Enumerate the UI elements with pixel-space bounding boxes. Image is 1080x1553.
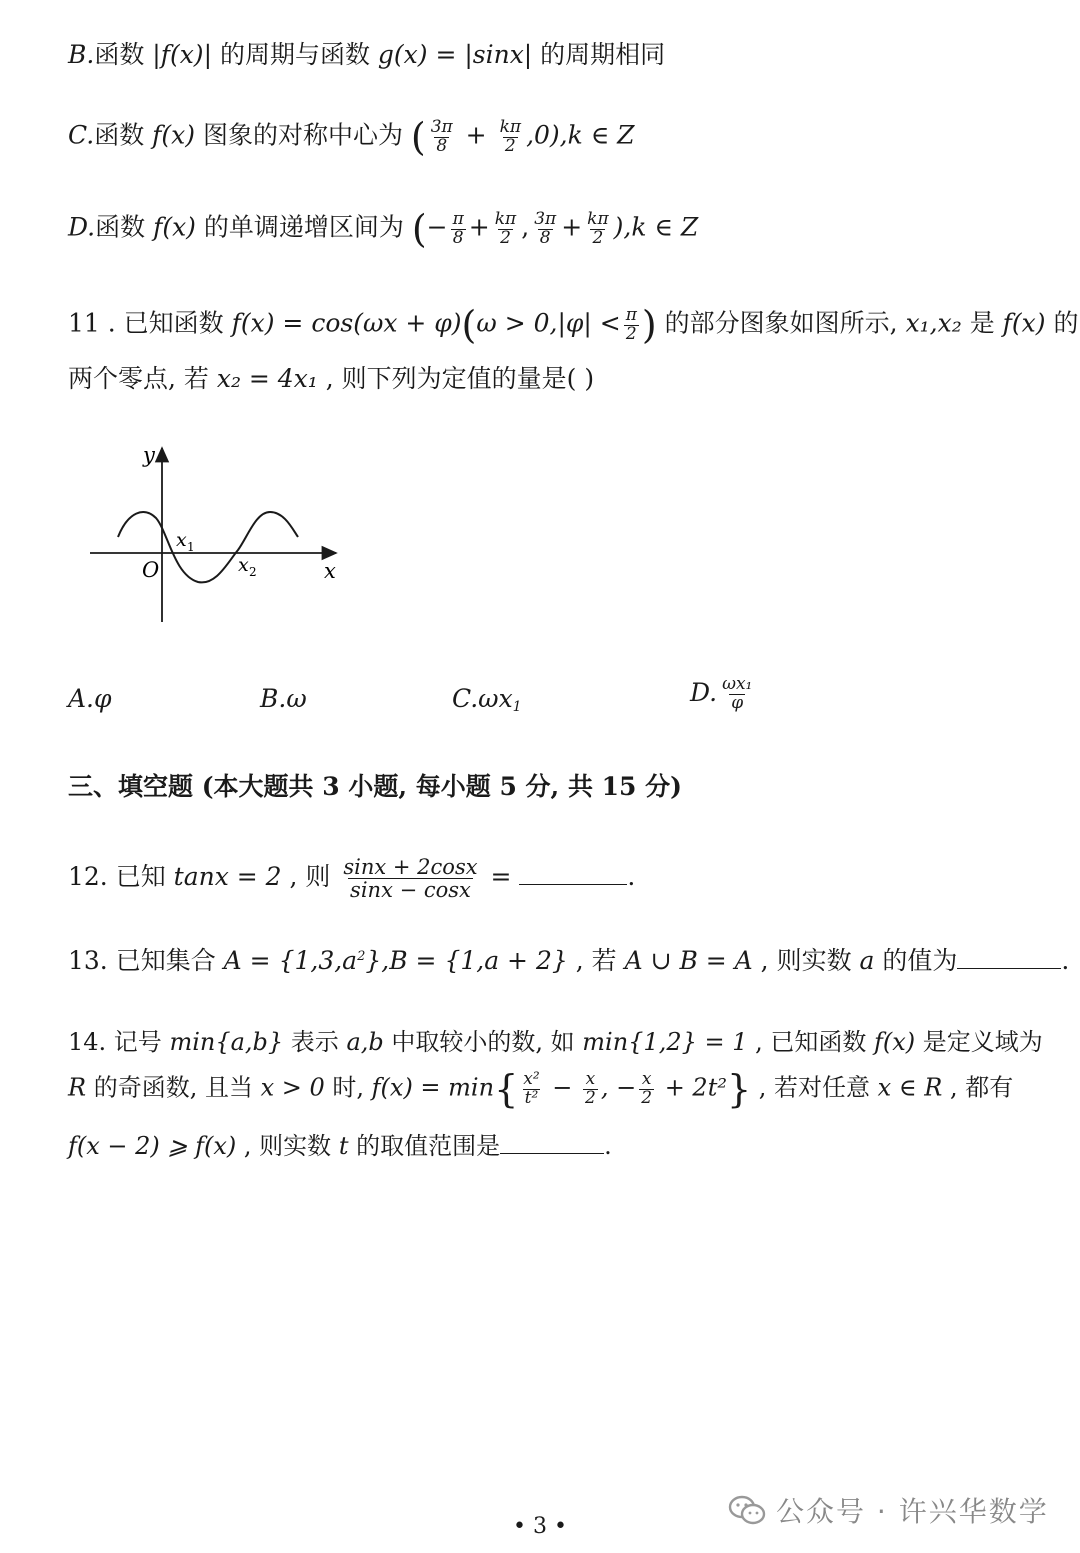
text: 表示	[283, 1028, 347, 1056]
fraction: $\frac{k\pi}{2}$	[587, 208, 609, 248]
text: 记号	[106, 1028, 170, 1056]
text: , 则	[281, 862, 339, 892]
math: A = {1,3,a	[223, 946, 358, 975]
text: 是定义域为	[915, 1028, 1043, 1056]
text: 的周期与函数	[212, 40, 378, 69]
text: .	[627, 862, 636, 892]
math: −	[544, 1073, 581, 1102]
page-number: • 3 •	[513, 1514, 567, 1539]
answer-blank[interactable]	[500, 1133, 604, 1154]
brace: }	[726, 1067, 752, 1111]
text: 已知	[107, 862, 174, 892]
question-number: 12.	[68, 862, 108, 892]
fraction: $\frac{\text{ωx₁}}{\varphi}$	[722, 674, 753, 713]
q13-line	[68, 946, 1069, 976]
fraction: $\frac{x}{2}$	[585, 1068, 596, 1108]
fraction: $\frac{\pi}{2}$	[625, 304, 637, 344]
text: 的值为	[874, 946, 958, 975]
question-number: 13.	[68, 946, 108, 975]
math: t	[338, 1132, 349, 1160]
fraction: $\frac{3\pi}{8}$	[430, 116, 453, 156]
text: 的部分图象如图所示,	[656, 308, 906, 338]
math: R	[68, 1073, 87, 1102]
math: min{a,b}	[169, 1028, 284, 1056]
math: x > 0	[260, 1073, 325, 1102]
paren: )	[641, 303, 657, 347]
math: ),k ∈ Z	[613, 212, 699, 242]
text: 的单调递增区间为	[195, 212, 412, 242]
math: f(x) = min	[371, 1073, 495, 1102]
subscript: 1	[512, 699, 522, 715]
text: 两个零点, 若	[68, 364, 217, 393]
q12-line	[68, 856, 635, 901]
math: tanx = 2	[173, 862, 282, 892]
text: , 都有	[942, 1073, 1014, 1102]
text: , 则实数	[236, 1132, 339, 1160]
option-b-label: B.	[68, 40, 95, 69]
math: a,b	[346, 1028, 384, 1056]
math: , −	[600, 1073, 637, 1102]
x-axis-label: x	[324, 559, 336, 583]
fraction: $\frac{3\pi}{8}$	[534, 208, 557, 248]
paren: (	[411, 207, 427, 251]
math: + 2t²	[657, 1073, 727, 1102]
math: x₁,x₂	[905, 308, 962, 338]
option-c-line: C.函数 f(x) 图象的对称中心为 ( $\frac{3\pi}{8}$ + $\frac{k\pi}{2}$ ,0),k ∈ Z	[68, 115, 635, 159]
math: a	[859, 946, 875, 975]
text: .	[604, 1132, 612, 1160]
q11-option-b: B.ω	[260, 684, 307, 713]
fraction: $\frac{x}{2}$	[641, 1068, 653, 1108]
math: ,0),k ∈ Z	[526, 120, 635, 150]
option-b-line	[68, 40, 665, 70]
q11-option-d	[690, 676, 757, 713]
question-number: 11 .	[68, 308, 116, 338]
q14-line1	[68, 1028, 1043, 1057]
text: D.	[690, 677, 718, 707]
q11-line2	[68, 364, 594, 394]
superscript: 2	[357, 949, 366, 964]
x1-subscript: 1	[187, 540, 195, 554]
x2-subscript: 2	[249, 565, 257, 579]
fraction: $\frac{\text{x²}}{\text{t²}}$	[523, 1068, 540, 1108]
math: f(x)	[1002, 308, 1046, 338]
option-d-line: D.函数 f(x) 的单调递增区间为 (− $\frac{\pi}{8}$ + $\frac{k\pi}{2}$ , $\frac{3\pi}{8}$ + $\frac{k\pi}{2}$ ),k ∈ Z	[68, 207, 699, 251]
text: 中取较小的数, 如	[383, 1028, 583, 1056]
text: 已知函数	[115, 308, 232, 338]
option-d-label: D.	[68, 212, 96, 242]
fraction: $\frac{k\pi}{2}$	[494, 208, 517, 248]
text: , 则下列为定值的量是( )	[317, 364, 595, 393]
answer-blank[interactable]	[957, 948, 1061, 969]
text: 的	[1045, 308, 1079, 338]
text: , 已知函数	[747, 1028, 875, 1056]
q14-line2	[68, 1067, 1014, 1111]
y-axis-label: y	[143, 443, 155, 467]
fraction: $\frac{k\pi}{2}$	[499, 116, 522, 156]
text: C.ωx	[452, 684, 513, 713]
origin-label: O	[142, 558, 160, 582]
text: 函数	[94, 120, 153, 150]
watermark-text: 公众号 · 许兴华数学	[776, 1495, 1049, 1528]
math: },B = {1,a + 2}	[365, 946, 568, 975]
math: f(x)	[874, 1028, 916, 1056]
math: ω > 0,|φ| <	[476, 308, 621, 338]
math: x ∈ R	[877, 1073, 943, 1102]
math: min{1,2} = 1	[582, 1028, 748, 1056]
text: , 若对任意	[751, 1073, 878, 1102]
q11-option-c	[452, 684, 522, 715]
text: 是	[961, 308, 1003, 338]
text: 的取值范围是	[348, 1132, 501, 1160]
text: 函数	[95, 212, 154, 242]
text: =	[482, 862, 520, 892]
text: , 则实数	[752, 946, 860, 975]
math: A ∪ B = A	[624, 946, 753, 975]
q11-option-a: A.φ	[68, 684, 112, 713]
text: 函数	[94, 40, 153, 69]
cosine-graph	[88, 440, 348, 630]
math: f(x) = cos(ωx + φ)	[231, 308, 462, 338]
math: f(x)	[152, 120, 195, 150]
text: 的周期相同	[532, 40, 666, 69]
text: 的奇函数, 且当	[86, 1073, 261, 1102]
text: 时,	[324, 1073, 372, 1102]
math: f(x)	[153, 212, 196, 242]
math: f(x − 2) ⩾ f(x)	[68, 1132, 237, 1160]
math: |f(x)|	[152, 40, 212, 69]
text: , 若	[567, 946, 625, 975]
section-3-title: 三、填空题 (本大题共 3 小题, 每小题 5 分, 共 15 分)	[68, 772, 682, 801]
x1-label: x	[176, 529, 187, 551]
option-c-label: C.	[68, 120, 95, 150]
question-number: 14.	[68, 1028, 107, 1056]
brace: {	[494, 1067, 519, 1111]
paren: (	[410, 115, 426, 159]
math: x₂ = 4x₁	[216, 364, 318, 393]
paren: (	[461, 303, 477, 347]
q11-line1	[68, 303, 1079, 347]
x2-label: x	[238, 554, 249, 576]
answer-blank[interactable]	[519, 864, 627, 885]
q14-line3	[68, 1132, 612, 1161]
fraction: $\frac{\pi}{8}$	[452, 208, 464, 248]
fraction: $\frac{\sin x + 2\cos x}{\sin x - \cos x}$	[343, 855, 478, 903]
text: 已知集合	[107, 946, 224, 975]
math: g(x) = |sinx|	[377, 40, 533, 69]
text: .	[1061, 946, 1070, 975]
text: 图象的对称中心为	[195, 120, 411, 150]
